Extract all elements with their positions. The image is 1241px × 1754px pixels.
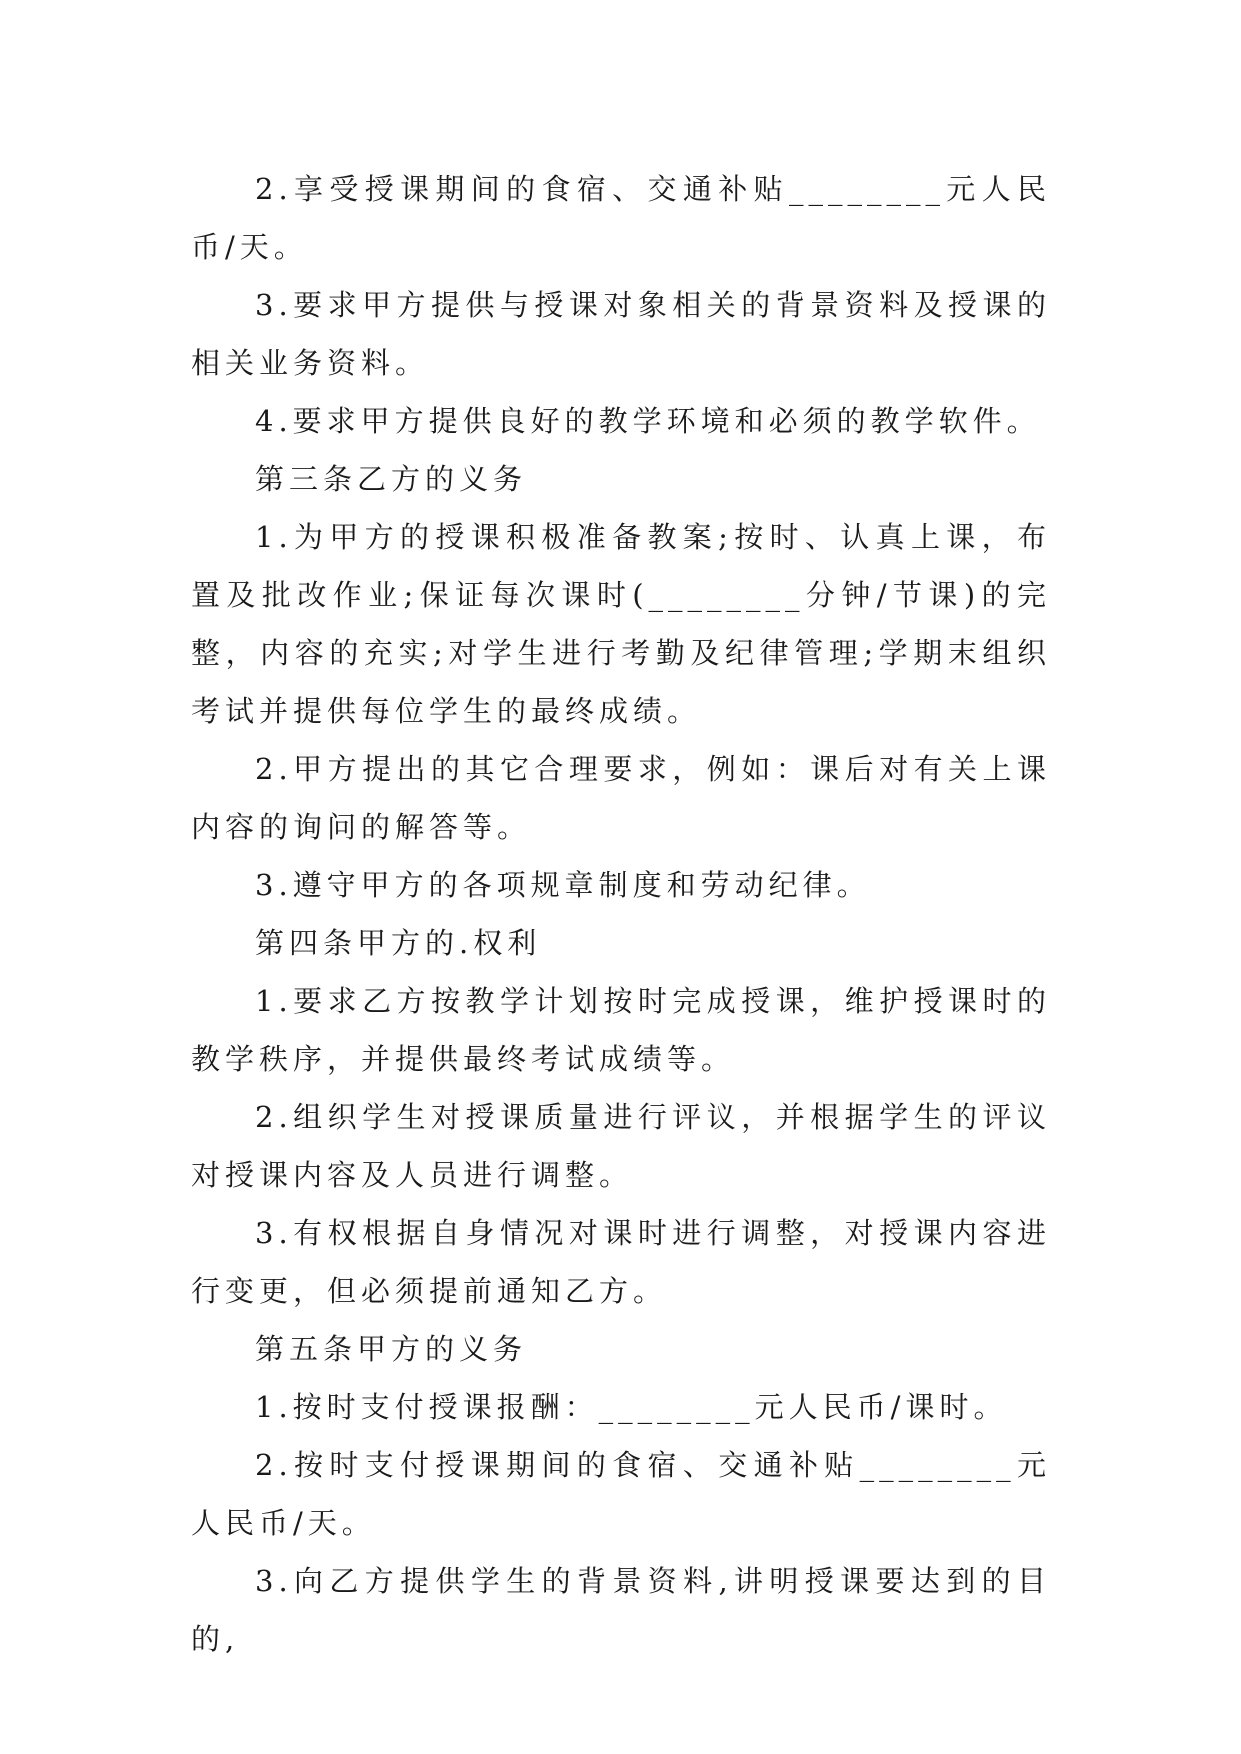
paragraph: 2.享受授课期间的食宿、交通补贴________元人民币/天。 — [191, 172, 1051, 264]
paragraph: 2.按时支付授课期间的食宿、交通补贴________元人民币/天。 — [191, 1448, 1051, 1540]
paragraph: 2.组织学生对授课质量进行评议，并根据学生的评议对授课内容及人员进行调整。 — [191, 1100, 1051, 1192]
paragraph: 3.遵守甲方的各项规章制度和劳动纪律。 — [255, 868, 871, 902]
paragraph: 1.为甲方的授课积极准备教案;按时、认真上课，布置及批改作业;保证每次课时(________分钟/节课)的完整，内容的充实;对学生进行考勤及纪律管理;学期末组织考试并提供每位学生的最终成绩。 — [191, 520, 1051, 728]
paragraph: 3.要求甲方提供与授课对象相关的背景资料及授课的相关业务资料。 — [191, 288, 1051, 380]
paragraph: 1.要求乙方按教学计划按时完成授课，维护授课时的教学秩序，并提供最终考试成绩等。 — [191, 984, 1051, 1076]
section-heading: 第三条乙方的义务 — [255, 462, 528, 496]
paragraph: 4.要求甲方提供良好的教学环境和必须的教学软件。 — [255, 404, 1041, 438]
paragraph: 1.按时支付授课报酬：________元人民币/课时。 — [255, 1390, 1008, 1424]
paragraph: 3.向乙方提供学生的背景资料,讲明授课要达到的目的, — [191, 1564, 1051, 1656]
section-heading: 第五条甲方的义务 — [255, 1332, 528, 1366]
section-heading: 第四条甲方的.权利 — [255, 926, 542, 960]
document-body — [191, 160, 1051, 1668]
paragraph: 2.甲方提出的其它合理要求，例如：课后对有关上课内容的询问的解答等。 — [191, 752, 1051, 844]
paragraph: 3.有权根据自身情况对课时进行调整，对授课内容进行变更，但必须提前通知乙方。 — [191, 1216, 1051, 1308]
